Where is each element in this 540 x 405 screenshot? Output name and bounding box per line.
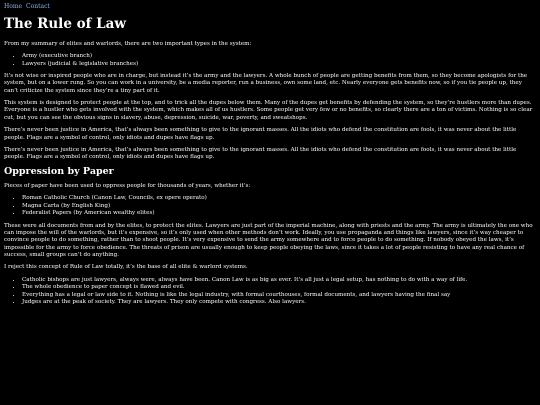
page-title: The Rule of Law: [4, 15, 126, 32]
list-item: • Catholic bishops are just lawyers, always were, always have been. Canon Law is as big as ever. It’s all just a legal setup, has nothing to do with a way of life.: [22, 277, 536, 284]
list-item: • Lawyers (judicial & legislative branches): [22, 61, 536, 68]
documents-list: [4, 195, 536, 217]
list-item: • Judges are at the peak of society. They are lawyers. They only compete with congress. Also lawyers.: [22, 299, 536, 306]
nav-link-home[interactable]: Home: [4, 3, 23, 10]
top-nav: [4, 3, 536, 11]
list-item: • The whole obedience to paper concept is flawed and evil.: [22, 284, 536, 291]
body-paragraph: There’s never been justice in America, that’s always been something to give to the ignorant masses. All the idiots who defend the constitution are fools, it was never about the little people. Flags are a symbol of control, only idiots and dupes have flags up.: [4, 146, 517, 161]
intro-paragraph: From my summary of elites and warlords, there are two important types in the system:: [4, 40, 252, 47]
list-item: • Federalist Papers (by American wealthy elites): [22, 210, 536, 217]
list-item: • Army (executive branch): [22, 53, 536, 60]
body-paragraph: These were all documents from and by the elites, to protect the elites. Lawyers are just part of the imperial machine, along with priests and the army. The army is ultimately the one who can impose the will of the warlords, but it’s expensive, so it’s only used when other methods don’t work. Ideally, you use propaganda and things like lawyers, since it’s way cheaper to convince people to do something, rather than to shoot people. It’s very expensive to send the army somewhere and to force people to do something. If nobody obeyed the laws, it’s impossible for the army to force obedience. The threats of prison are usually enough to keep people obeying the laws, since it takes a lot of people resisting to have any real chance of success, small groups can’t do anything.: [4, 222, 533, 259]
body-paragraph: There’s never been justice in America, that’s always been something to give to the ignorant masses. All the idiots who defend the constitution are fools, it was never about the little people. Flags are a symbol of control, only idiots and dupes have flags up.: [4, 127, 517, 141]
section-intro: Pieces of paper have been used to oppress people for thousands of years, whether it’s:: [4, 183, 251, 190]
body-paragraph: It’s not wise or inspired people who are in charge, but instead it’s the army and the lawyers. A whole bunch of people are getting benefits from them, so they become apologists for the system, but on a lower rung. So you can work in a university, be a media reporter, run a business, own some land, etc. Nearly everyone gets benefits now, so if you tie people up, they can’t criticize the system since they’re a tiny part of it.: [4, 72, 528, 94]
body-paragraph: This system is designed to protect people at the top, and to trick all the dupes below them. Many of the dupes get benefits by defending the system, so they’re hustlers more than dupes. Everyone is a hustler who gets involved with the system, which makes all of us hustlers. Some people get very few or no benefits, so clearly there are a ton of victims. Nothing is so clear cut, but you can see the obvious signs in slavery, abuse, depression, suicide, war, poverty, and sweatshops.: [4, 100, 533, 121]
points-list: [4, 277, 536, 307]
list-item: • Everything has a legal or law side to it. Nothing is like the legal industry, with formal courthouses, formal documents, and lawyers having the final say: [22, 292, 536, 299]
types-list: [4, 53, 536, 68]
list-item: • Magna Carta (by English King): [22, 203, 536, 210]
reject-statement: I reject this concept of Rule of Law totally, it’s the base of all elite & warlord systems.: [4, 264, 248, 271]
list-item: • Roman Catholic Church (Canon Law, Councils, ex opere operato): [22, 195, 536, 202]
nav-link-contact[interactable]: Contact: [26, 3, 50, 10]
section-heading: Oppression by Paper: [4, 165, 114, 177]
